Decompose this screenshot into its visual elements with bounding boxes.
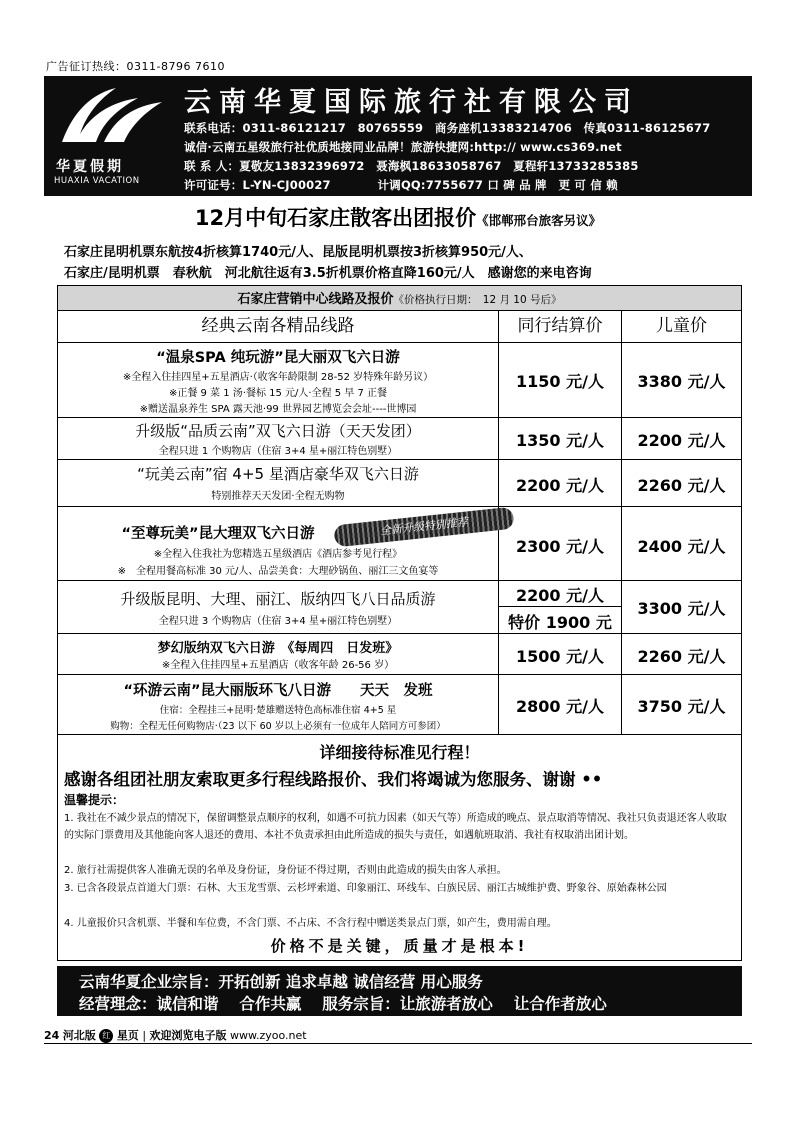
- trade-price: 2200 元/人: [516, 586, 604, 605]
- child-price: 2200 元/人: [637, 431, 726, 450]
- footer-rule: [44, 1043, 752, 1044]
- page-title: [44, 202, 752, 232]
- route-detail: ※全程入住挂四星+五星酒店（收客年龄 26-56 岁）: [161, 660, 395, 671]
- website-line: 诚信·云南五星级旅行社优质地接同业品牌！旅游快捷网:http:// www.cs369.net: [184, 140, 622, 154]
- route-detail: 购物：全程无任何购物店·（23 以下 60 岁以上必须有一位成年人陪同方可参团）: [110, 721, 446, 732]
- route-title: “玩美云南”宿 4+5 星酒店豪华双飞六日游: [137, 465, 419, 483]
- motto-line: 经营理念：诚信和谐 合作共赢 服务宗旨：让旅游者放心 让合作者放心: [79, 995, 607, 1013]
- notice-line: 石家庄昆明机票东航按4折核算1740元/人、昆版昆明机票按3折核算950元/人、: [64, 245, 532, 260]
- row-divider: [58, 674, 741, 675]
- thanks-message: 感谢各组团社朋友索取更多行程线路报价、我们将竭诚为您服务、谢谢 ••: [64, 770, 603, 789]
- motto-line: 云南华夏企业宗旨：开拓创新 追求卓越 诚信经营 用心服务: [79, 973, 483, 991]
- route-title: “温泉SPA 纯玩游”昆大丽双飞六日游: [156, 350, 400, 366]
- route-detail: ※ 全程用餐高标准 30 元/人、品尝美食：大理砂锅鱼、丽江三文鱼宴等: [117, 566, 439, 577]
- company-motto-band: [57, 966, 742, 1016]
- tips-heading: 温馨提示：: [64, 793, 125, 807]
- contact-person-line: 联 系 人：夏敬友13832396972 聂海枫18633058767 夏程轩13733285385: [184, 159, 639, 173]
- tip-item: 2. 旅行社需提供客人准确无误的名单及身份证，身份证不得过期，否则由此造成的损失由客人承担。: [64, 865, 507, 876]
- child-price: 2260 元/人: [637, 647, 726, 666]
- trade-price: 1350 元/人: [516, 431, 604, 450]
- route-title: 升级版“品质云南”双飞六日游（天天发团）: [135, 422, 421, 440]
- license-line: 许可证号：L-YN-CJ00027 计调QQ:7755677 口 碑 品 牌 更 可 信 赖: [184, 178, 618, 192]
- special-price: 特价 1900 元: [508, 613, 612, 632]
- route-detail: ※全程入住挂四星+五星酒店·（收客年龄限制 28-52 岁特殊年龄另议）: [122, 372, 434, 383]
- column-header-child-price: 儿童价: [656, 316, 707, 336]
- publication-name: 星页: [116, 1029, 139, 1042]
- page-footer: [44, 1027, 307, 1043]
- row-divider: [58, 417, 741, 418]
- section-date-note: 《价格执行日期： 12 月 10 号后》: [393, 294, 562, 306]
- footer-tagline: 欢迎浏览电子版: [149, 1029, 227, 1042]
- child-price: 3300 元/人: [637, 599, 726, 618]
- tip-item: 1. 我社在不减少景点的情况下，保留调整景点顺序的权利，如遇不可抗力因素（如天气等）所造成的晚点、景点取消等情况、我社只负责退还客人收取的实际门票费用及其他能向客人退还的费用、本社不负责承担由此所造成的损失与责任，如遇航班取消、我社有权取消出团计划。: [64, 813, 727, 841]
- row-divider: [58, 459, 741, 460]
- row-divider: [58, 633, 741, 634]
- column-header-route: 经典云南各精品线路: [201, 316, 355, 336]
- footer-separator: |: [142, 1029, 147, 1042]
- route-price-table: [57, 285, 742, 961]
- huaxia-swallow-logo-icon: [58, 84, 166, 146]
- brand-name-cn: 华夏假期: [56, 159, 124, 175]
- row-divider: [58, 580, 741, 581]
- title-note: 《邯郸邢台旅客另议》: [476, 213, 602, 228]
- edition-label: 河北版: [62, 1029, 96, 1042]
- route-detail: 特别推荐天天发团·全程无购物: [211, 491, 345, 502]
- notice-line: 石家庄/昆明机票 春秋航 河北航往返有3.5折机票价格直降160元/人 感谢您的来电咨询: [64, 266, 592, 281]
- row-divider: [58, 506, 741, 507]
- route-detail: 全程只进 3 个购物店（住宿 3+4 星+丽江特色别墅）: [158, 616, 398, 627]
- section-header: [58, 286, 741, 311]
- trade-price: 2800 元/人: [516, 697, 604, 716]
- publication-logo-icon: 红: [99, 1029, 113, 1043]
- route-detail: ※正餐 9 菜 1 汤·餐标 15 元/人·全程 5 早 7 正餐: [168, 388, 388, 399]
- route-detail: ※全程入住我社为您精选五星级酒店《酒店参考见行程》: [153, 549, 403, 560]
- child-price: 2260 元/人: [637, 476, 726, 495]
- brand-name-en: HUAXIA VACATION: [54, 176, 140, 186]
- section-title: 石家庄营销中心线路及报价: [237, 292, 394, 307]
- trade-price: 2200 元/人: [516, 476, 604, 495]
- quality-slogan: 价格不是关键，质量才是根本!: [270, 937, 529, 955]
- route-detail: 住宿：全程挂三+昆明·楚雄赠送特色高标准住宿 4+5 星: [159, 705, 397, 716]
- company-header: [44, 76, 752, 196]
- route-detail: 全程只进 1 个购物店（住宿 3+4 星+丽江特色别墅）: [158, 446, 398, 457]
- row-divider: [58, 734, 741, 735]
- child-price: 3380 元/人: [637, 372, 726, 391]
- footer-url[interactable]: www.zyoo.net: [230, 1029, 307, 1042]
- route-title: 梦幻版纳双飞六日游 《每周四 日发班》: [157, 641, 399, 656]
- trade-price: 1500 元/人: [516, 647, 604, 666]
- row-divider: [58, 342, 741, 343]
- trade-price: 1150 元/人: [516, 372, 604, 391]
- child-price: 2400 元/人: [637, 537, 726, 556]
- route-title: “环游云南”昆大丽版环飞八日游 天天 发班: [123, 683, 433, 699]
- company-name: 云南华夏国际旅行社有限公司: [184, 87, 639, 118]
- row-divider: [499, 606, 621, 607]
- column-header-trade-price: 同行结算价: [517, 316, 603, 336]
- tip-item: 4. 儿童报价只含机票、半餐和车位费，不含门票、不占床、不含行程中赠送类景点门票，如产生，费用需自理。: [64, 918, 557, 929]
- route-detail: ※赠送温泉养生 SPA 露天池·99 世界园艺博览会会址----世博园: [139, 404, 417, 415]
- trade-price: 2300 元/人: [516, 537, 604, 556]
- tip-item: 3. 已含各段景点首道大门票：石林、大玉龙雪票、云杉坪索道、印象丽江、环线车、白族民居、丽江古城维护费、野象谷、原始森林公园: [64, 883, 667, 894]
- page-number: 24: [44, 1029, 60, 1042]
- route-title: “至尊玩美”昆大理双飞六日游: [121, 526, 315, 542]
- child-price: 3750 元/人: [637, 697, 726, 716]
- title-main: 12月中旬石家庄散客出团报价: [194, 206, 477, 230]
- ad-hotline: 广告征订热线：0311-8796 7610: [46, 60, 225, 73]
- contact-phone-line: 联系电话：0311-86121217 80765559 商务座机13383214706 传真0311-86125677: [184, 121, 711, 135]
- route-title: 升级版昆明、大理、丽江、版纳四飞八日品质游: [120, 590, 436, 608]
- promo-stamp: 全新升级特别推荐: [333, 507, 514, 548]
- detail-note: 详细接待标准见行程！: [319, 743, 480, 762]
